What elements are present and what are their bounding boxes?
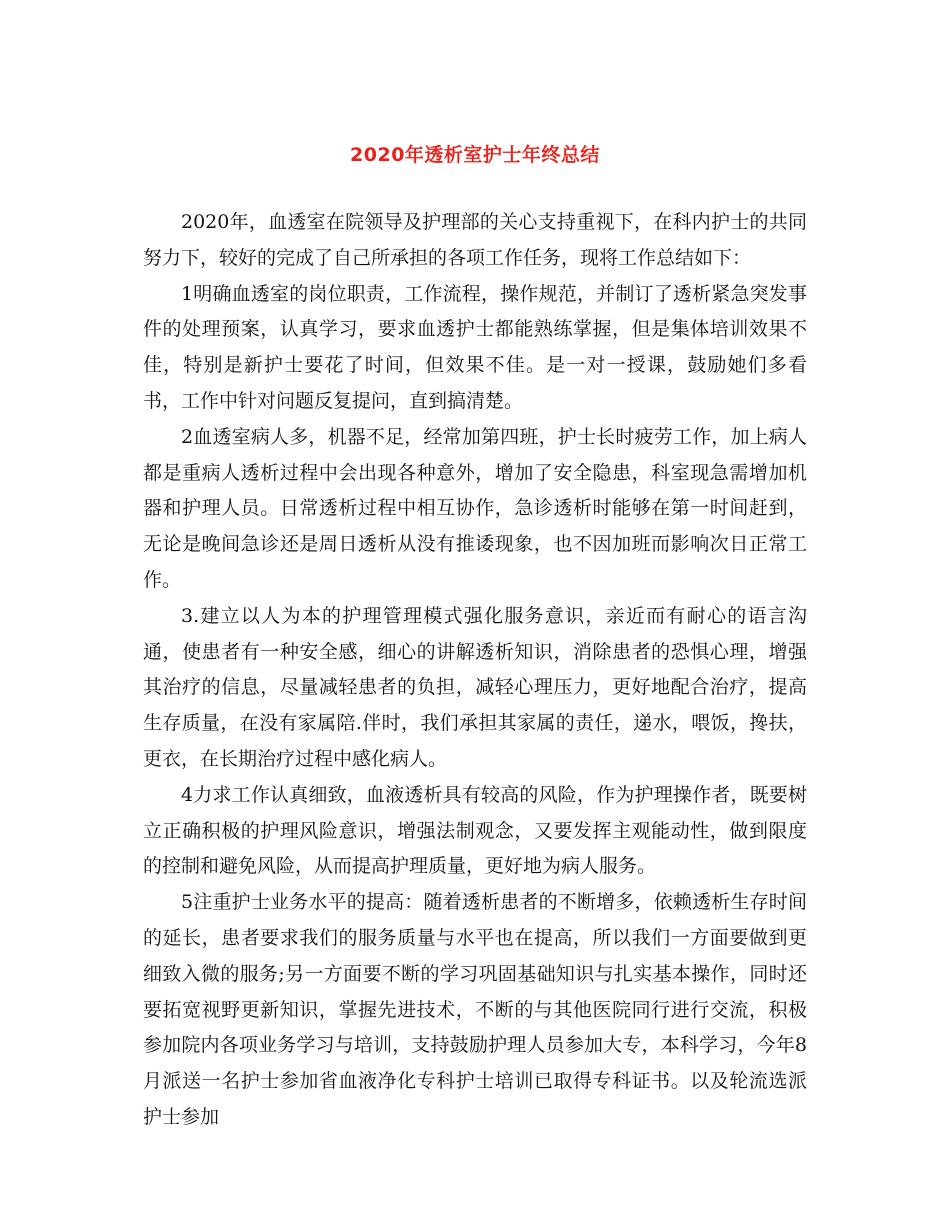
document-title: 2020年透析室护士年终总结 <box>350 144 600 166</box>
paragraph-4: 4力求工作认真细致，血液透析具有较高的风险，作为护理操作者，既要树立正确积极的护理风险意识，增强法制观念，又要发挥主观能动性，做到限度的控制和避免风险，从而提高护理质量，更好地为病人服务。 <box>143 783 807 878</box>
paragraph-5: 5注重护士业务水平的提高：随着透析患者的不断增多，依赖透析生存时间的延长，患者要求我们的服务质量与水平也在提高，所以我们一方面要做到更细致入微的服务;另一方面要不断的学习巩固基础知识与扎实基本操作，同时还要拓宽视野更新知识，掌握先进技术，不断的与其他医院同行进行交流，积极参加院内各项业务学习与培训，支持鼓励护理人员参加大专，本科学习，今年8月派送一名护士参加省血液净化专科护士培训已取得专科证书。以及轮流选派护士参加 <box>143 891 807 1128</box>
paragraph-3: 3.建立以人为本的护理管理模式强化服务意识，亲近而有耐心的语言沟通，使患者有一种安全感，细心的讲解透析知识，消除患者的恐惧心理，增强其治疗的信息，尽量减轻患者的负担，减轻心理压力，更好地配合治疗，提高生存质量，在没有家属陪.伴时，我们承担其家属的责任，递水，喂饭，搀扶，更衣，在长期治疗过程中感化病人。 <box>143 604 807 770</box>
paragraph-2: 2血透室病人多，机器不足，经常加第四班，护士长时疲劳工作，加上病人都是重病人透析过程中会出现各种意外，增加了安全隐患，科室现急需增加机器和护理人员。日常透析过程中相互协作，急诊透析时能够在第一时间赶到，无论是晚间急诊还是周日透析从没有推诿现象，也不因加班而影响次日正常工作。 <box>143 425 807 591</box>
paragraph-intro: 2020年，血透室在院领导及护理部的关心支持重视下，在科内护士的共同努力下，较好的完成了自己所承担的各项工作任务，现将工作总结如下： <box>143 211 807 269</box>
paragraph-1: 1明确血透室的岗位职责，工作流程，操作规范，并制订了透析紧急突发事件的处理预案，认真学习，要求血透护士都能熟练掌握，但是集体培训效果不佳，特别是新护士要花了时间，但效果不佳。是一对一授课，鼓励她们多看书，工作中针对问题反复提问，直到搞清楚。 <box>143 282 807 412</box>
document-body <box>143 205 807 1136</box>
